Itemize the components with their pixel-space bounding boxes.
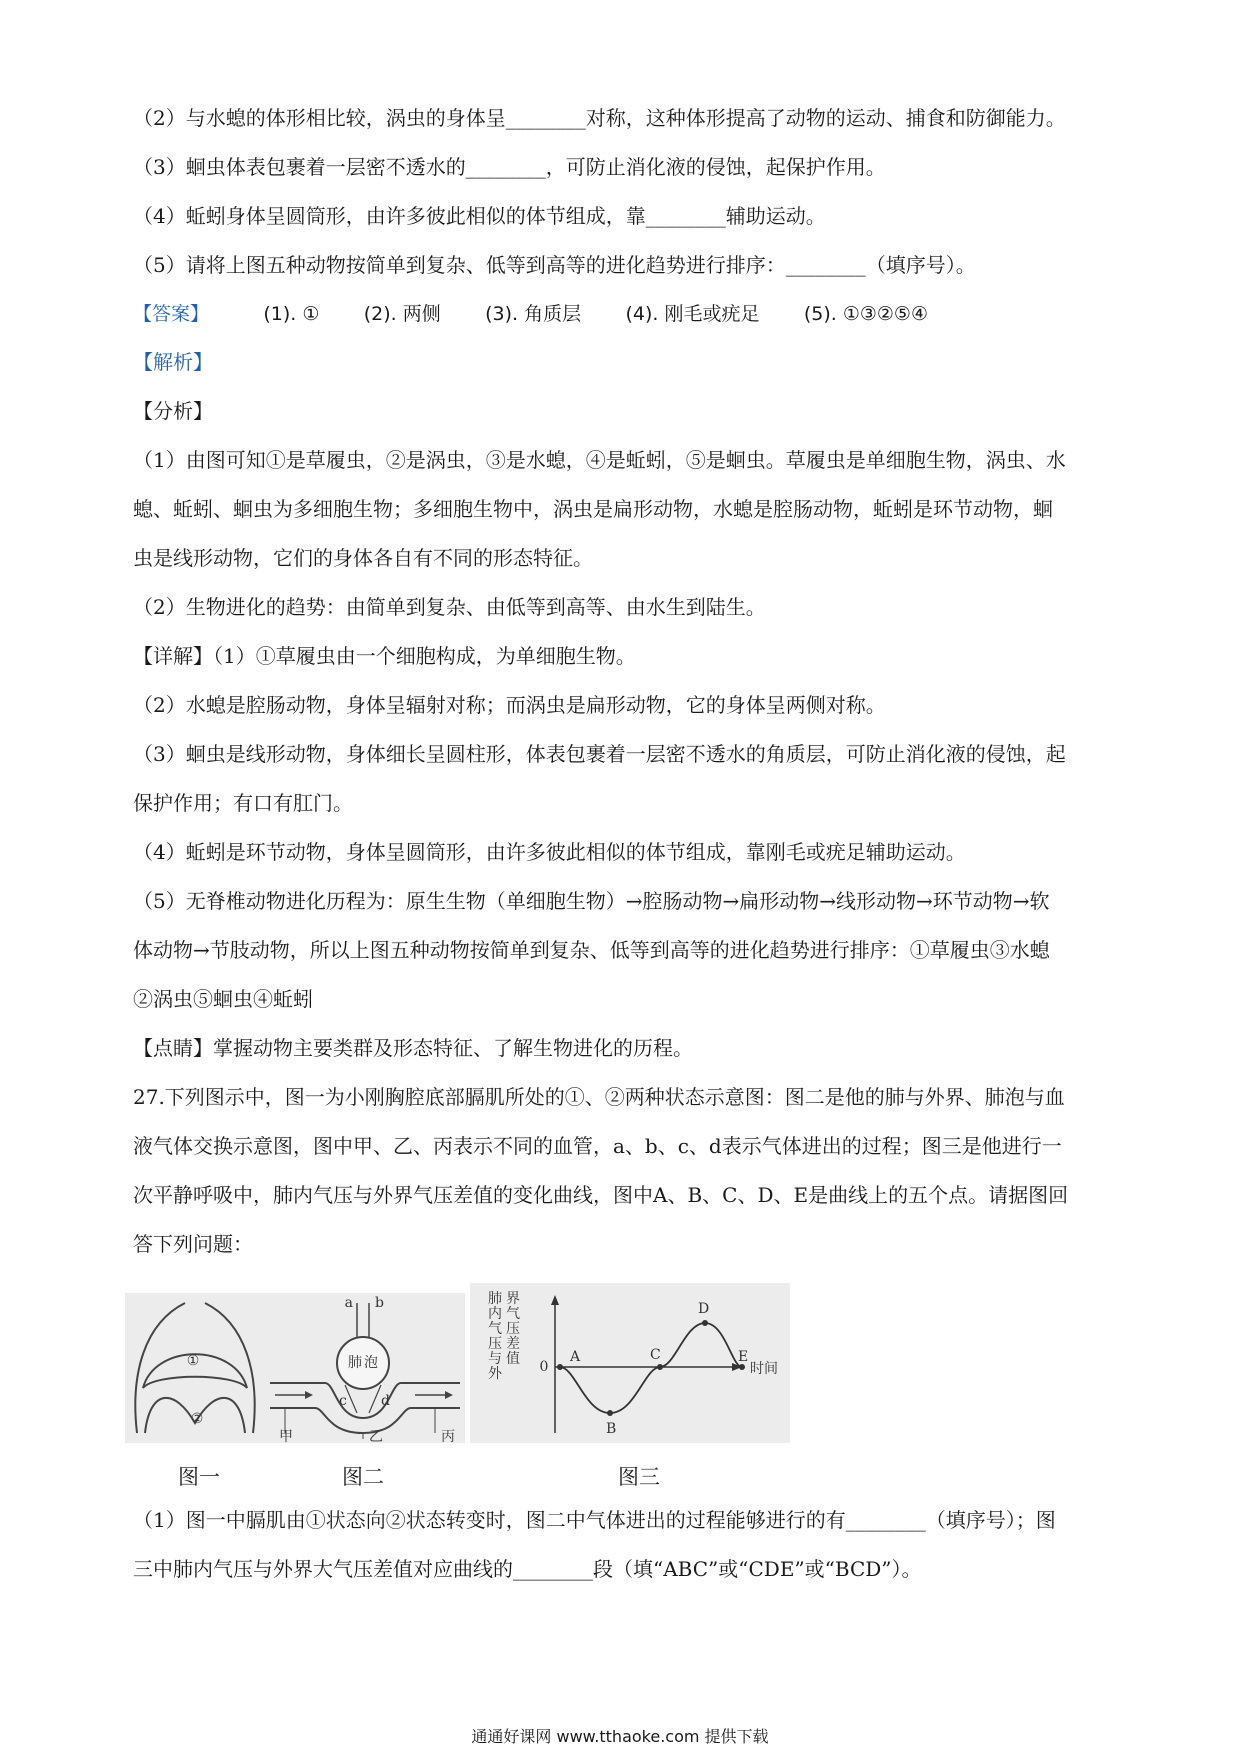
q27-line: 次平静呼吸中，肺内气压与外界气压差值的变化曲线，图中A、B、C、D、E是曲线上的五个点。请据图回	[133, 1183, 1069, 1207]
alveolus-label: 泡	[364, 1355, 378, 1371]
xiangjie-line: ②涡虫⑤蛔虫④蚯蚓	[133, 987, 313, 1011]
fenxi-line: 虫是线形动物，它们的身体各自有不同的形态特征。	[133, 546, 593, 570]
point-label: E	[738, 1349, 749, 1365]
question-line: （2）与水螅的体形相比较，涡虫的身体呈________对称，这种体形提高了动物的运动、捕食和防御能力。	[133, 106, 1066, 130]
xiangjie-line: （4）蚯蚓是环节动物，身体呈圆筒形，由许多彼此相似的体节组成，靠刚毛或疣足辅助运动。	[133, 840, 966, 864]
state-label: ②	[190, 1411, 204, 1427]
xiangjie-line: （3）蛔虫是线形动物，身体细长呈圆柱形，体表包裹着一层密不透水的角质层，可防止消化液的侵蚀，起	[133, 742, 1066, 766]
point-label: B	[606, 1421, 617, 1437]
fenxi-tag: 【分析】	[133, 399, 213, 423]
curve-point	[657, 1364, 663, 1370]
fenxi-line: （2）生物进化的趋势：由简单到复杂、由低等到高等、由水生到陆生。	[133, 595, 766, 619]
xiangjie-line: 体动物→节肢动物，所以上图五种动物按简单到复杂、低等到高等的进化趋势进行排序：①草履虫③水螅	[133, 938, 1050, 962]
answer-tag: 【答案】	[133, 303, 210, 325]
footer-source: 通通好课网 www.tthaoke.com 提供下载	[471, 1727, 769, 1746]
figure-2-alveolus	[265, 1293, 465, 1443]
y-axis-label-char: 压	[506, 1321, 520, 1337]
answer-item: (5). ①③②⑤④	[803, 303, 929, 325]
dianjing-line: 【点睛】掌握动物主要类群及形态特征、了解生物进化的历程。	[133, 1036, 693, 1060]
curve-point	[702, 1320, 708, 1326]
fenxi-line: （1）由图可知①是草履虫，②是涡虫，③是水螅，④是蚯蚓，⑤是蛔虫。草履虫是单细胞生物，涡虫、水	[133, 448, 1066, 472]
y-axis-label-char: 界	[506, 1291, 520, 1307]
figure-3-pressure-curve	[470, 1283, 790, 1443]
q27-line: 答下列问题：	[133, 1232, 253, 1256]
y-axis-label-char: 气	[488, 1321, 502, 1337]
analysis-tag: 【解析】	[133, 350, 213, 374]
state-label: ①	[186, 1353, 200, 1369]
process-label: b	[375, 1295, 384, 1311]
question-line: （4）蚯蚓身体呈圆筒形，由许多彼此相似的体节组成，靠________辅助运动。	[133, 204, 826, 228]
q27-line: 27.下列图示中，图一为小刚胸腔底部膈肌所处的①、②两种状态示意图：图二是他的肺与外界、肺泡与血	[133, 1085, 1065, 1109]
xiangjie-line: （5）无脊椎动物进化历程为：原生生物（单细胞生物）→腔肠动物→扁形动物→线形动物→环节动物→软	[133, 889, 1050, 913]
q27-subquestion: （1）图一中膈肌由①状态向②状态转变时，图二中气体进出的过程能够进行的有________（填序号）；图	[133, 1508, 1056, 1532]
y-axis-label-char: 压	[488, 1336, 502, 1352]
question-line: （3）蛔虫体表包裹着一层密不透水的________，可防止消化液的侵蚀，起保护作用。	[133, 155, 886, 179]
vessel-label: 甲	[279, 1429, 293, 1443]
figure-1-diaphragm	[125, 1293, 265, 1443]
question-line: （5）请将上图五种动物按简单到复杂、低等到高等的进化趋势进行排序：________（填序号）。	[133, 253, 976, 277]
fenxi-line: 螅、蚯蚓、蛔虫为多细胞生物；多细胞生物中，涡虫是扁形动物，水螅是腔肠动物，蚯蚓是环节动物，蛔	[133, 497, 1053, 521]
y-axis-label-char: 气	[506, 1306, 520, 1322]
y-axis-label-char: 肺	[488, 1291, 502, 1307]
process-label: a	[344, 1295, 353, 1311]
answer-item: (4). 刚毛或疣足	[625, 303, 760, 325]
answer-item: (1). ①	[263, 303, 320, 325]
answer-item: (3). 角质层	[485, 303, 582, 325]
figure-3-caption: 图三	[618, 1465, 660, 1489]
x-axis-label: 时间	[750, 1361, 778, 1377]
xiangjie-line: 保护作用；有口有肛门。	[133, 791, 353, 815]
y-axis-label-char: 差	[506, 1336, 520, 1352]
vessel-label: 丙	[441, 1429, 455, 1443]
q27-line: 液气体交换示意图，图中甲、乙、丙表示不同的血管，a、b、c、d表示气体进出的过程；图三是他进行一	[133, 1134, 1062, 1158]
y-axis-label-char: 外	[488, 1366, 502, 1382]
process-label: d	[381, 1393, 390, 1409]
answer-row	[133, 299, 1130, 328]
y-axis-label-char: 内	[488, 1306, 502, 1322]
answer-item: (2). 两侧	[363, 303, 441, 325]
figure-2-caption: 图二	[342, 1465, 384, 1489]
curve-point	[557, 1364, 563, 1370]
xiangjie-line: 【详解】（1）①草履虫由一个细胞构成，为单细胞生物。	[133, 644, 636, 668]
alveolus-label: 肺	[348, 1355, 362, 1371]
vessel-label: 乙	[369, 1429, 383, 1443]
q27-subquestion: 三中肺内气压与外界大气压差值对应曲线的________段（填“ABC”或“CDE”或“BCD”）。	[133, 1557, 922, 1581]
xiangjie-line: （2）水螅是腔肠动物，身体呈辐射对称；而涡虫是扁形动物，它的身体呈两侧对称。	[133, 693, 886, 717]
figure-1-caption: 图一	[178, 1465, 220, 1489]
point-label: C	[650, 1347, 661, 1363]
point-label: A	[570, 1349, 581, 1365]
y-axis-label-char: 与	[488, 1351, 502, 1367]
y-axis-label-char: 值	[506, 1351, 520, 1367]
point-label: D	[698, 1301, 710, 1317]
curve-point	[607, 1410, 613, 1416]
origin-label: 0	[539, 1359, 549, 1375]
process-label: c	[339, 1393, 347, 1409]
